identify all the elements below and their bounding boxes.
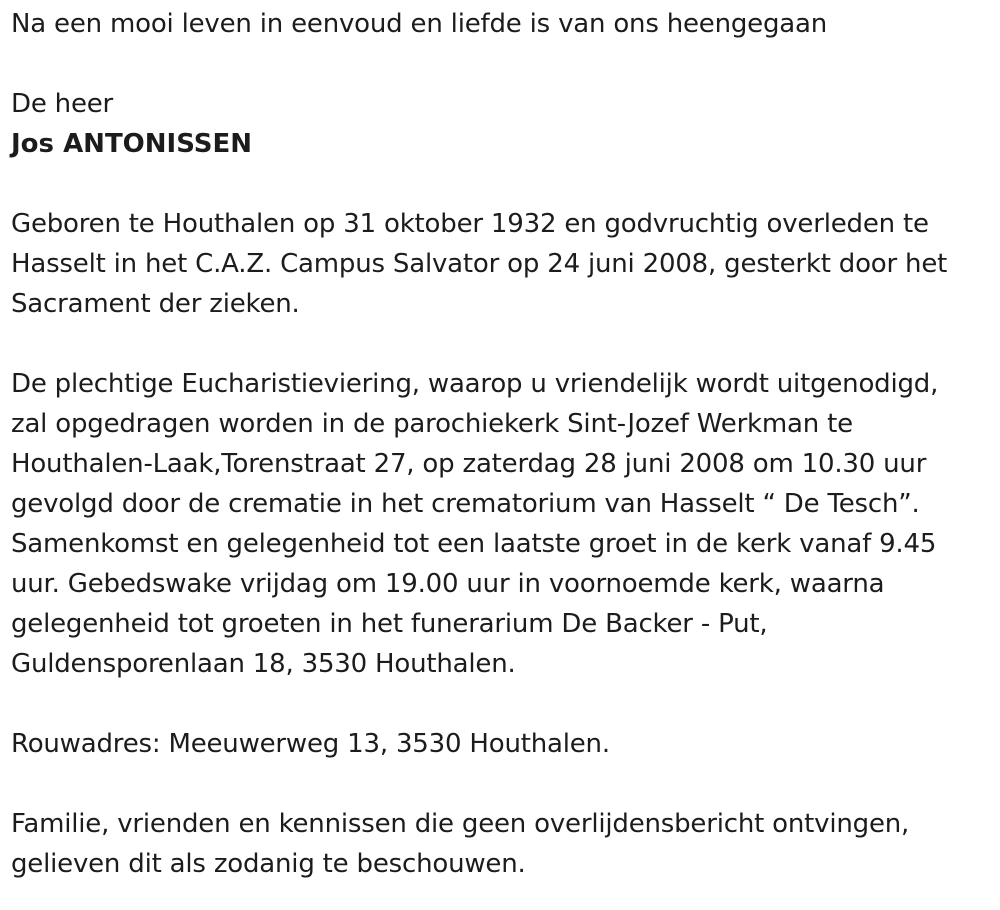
opening-line: Na een mooi leven in eenvoud en liefde is van ons heengegaan: [11, 9, 828, 39]
paragraph-line: Familie, vrienden en kennissen die geen overlijdensbericht ontvingen,: [11, 809, 910, 839]
paragraph-line: uur. Gebedswake vrijdag om 19.00 uur in voornoemde kerk, waarna: [11, 569, 885, 599]
honorific: De heer: [11, 89, 114, 119]
birth-death-paragraph: [11, 204, 991, 324]
spacer: [11, 324, 991, 364]
paragraph-line: gelieven dit als zodanig te beschouwen.: [11, 849, 526, 879]
mourning-address: Rouwadres: Meeuwerweg 13, 3530 Houthalen.: [11, 729, 610, 759]
closing-paragraph: [11, 804, 991, 884]
paragraph-line: Hasselt in het C.A.Z. Campus Salvator op 24 juni 2008, gesterkt door het: [11, 249, 948, 279]
spacer: [11, 764, 991, 804]
obituary-notice: [11, 4, 991, 884]
paragraph-line: Guldensporenlaan 18, 3530 Houthalen.: [11, 649, 516, 679]
paragraph-line: Houthalen-Laak,Torenstraat 27, op zaterdag 28 juni 2008 om 10.30 uur: [11, 449, 927, 479]
paragraph-line: Sacrament der zieken.: [11, 289, 300, 319]
spacer: [11, 44, 991, 84]
paragraph-line: Samenkomst en gelegenheid tot een laatste groet in de kerk vanaf 9.45: [11, 529, 937, 559]
paragraph-line: gevolgd door de crematie in het crematorium van Hasselt “ De Tesch”.: [11, 489, 920, 519]
paragraph-line: Geboren te Houthalen op 31 oktober 1932 en godvruchtig overleden te: [11, 209, 929, 239]
paragraph-line: De plechtige Eucharistieviering, waarop u vriendelijk wordt uitgenodigd,: [11, 369, 939, 399]
ceremony-paragraph: [11, 364, 991, 684]
paragraph-line: zal opgedragen worden in de parochiekerk Sint-Jozef Werkman te: [11, 409, 853, 439]
spacer: [11, 684, 991, 724]
paragraph-line: gelegenheid tot groeten in het funerarium De Backer - Put,: [11, 609, 768, 639]
deceased-name: Jos ANTONISSEN: [11, 129, 253, 159]
spacer: [11, 164, 991, 204]
